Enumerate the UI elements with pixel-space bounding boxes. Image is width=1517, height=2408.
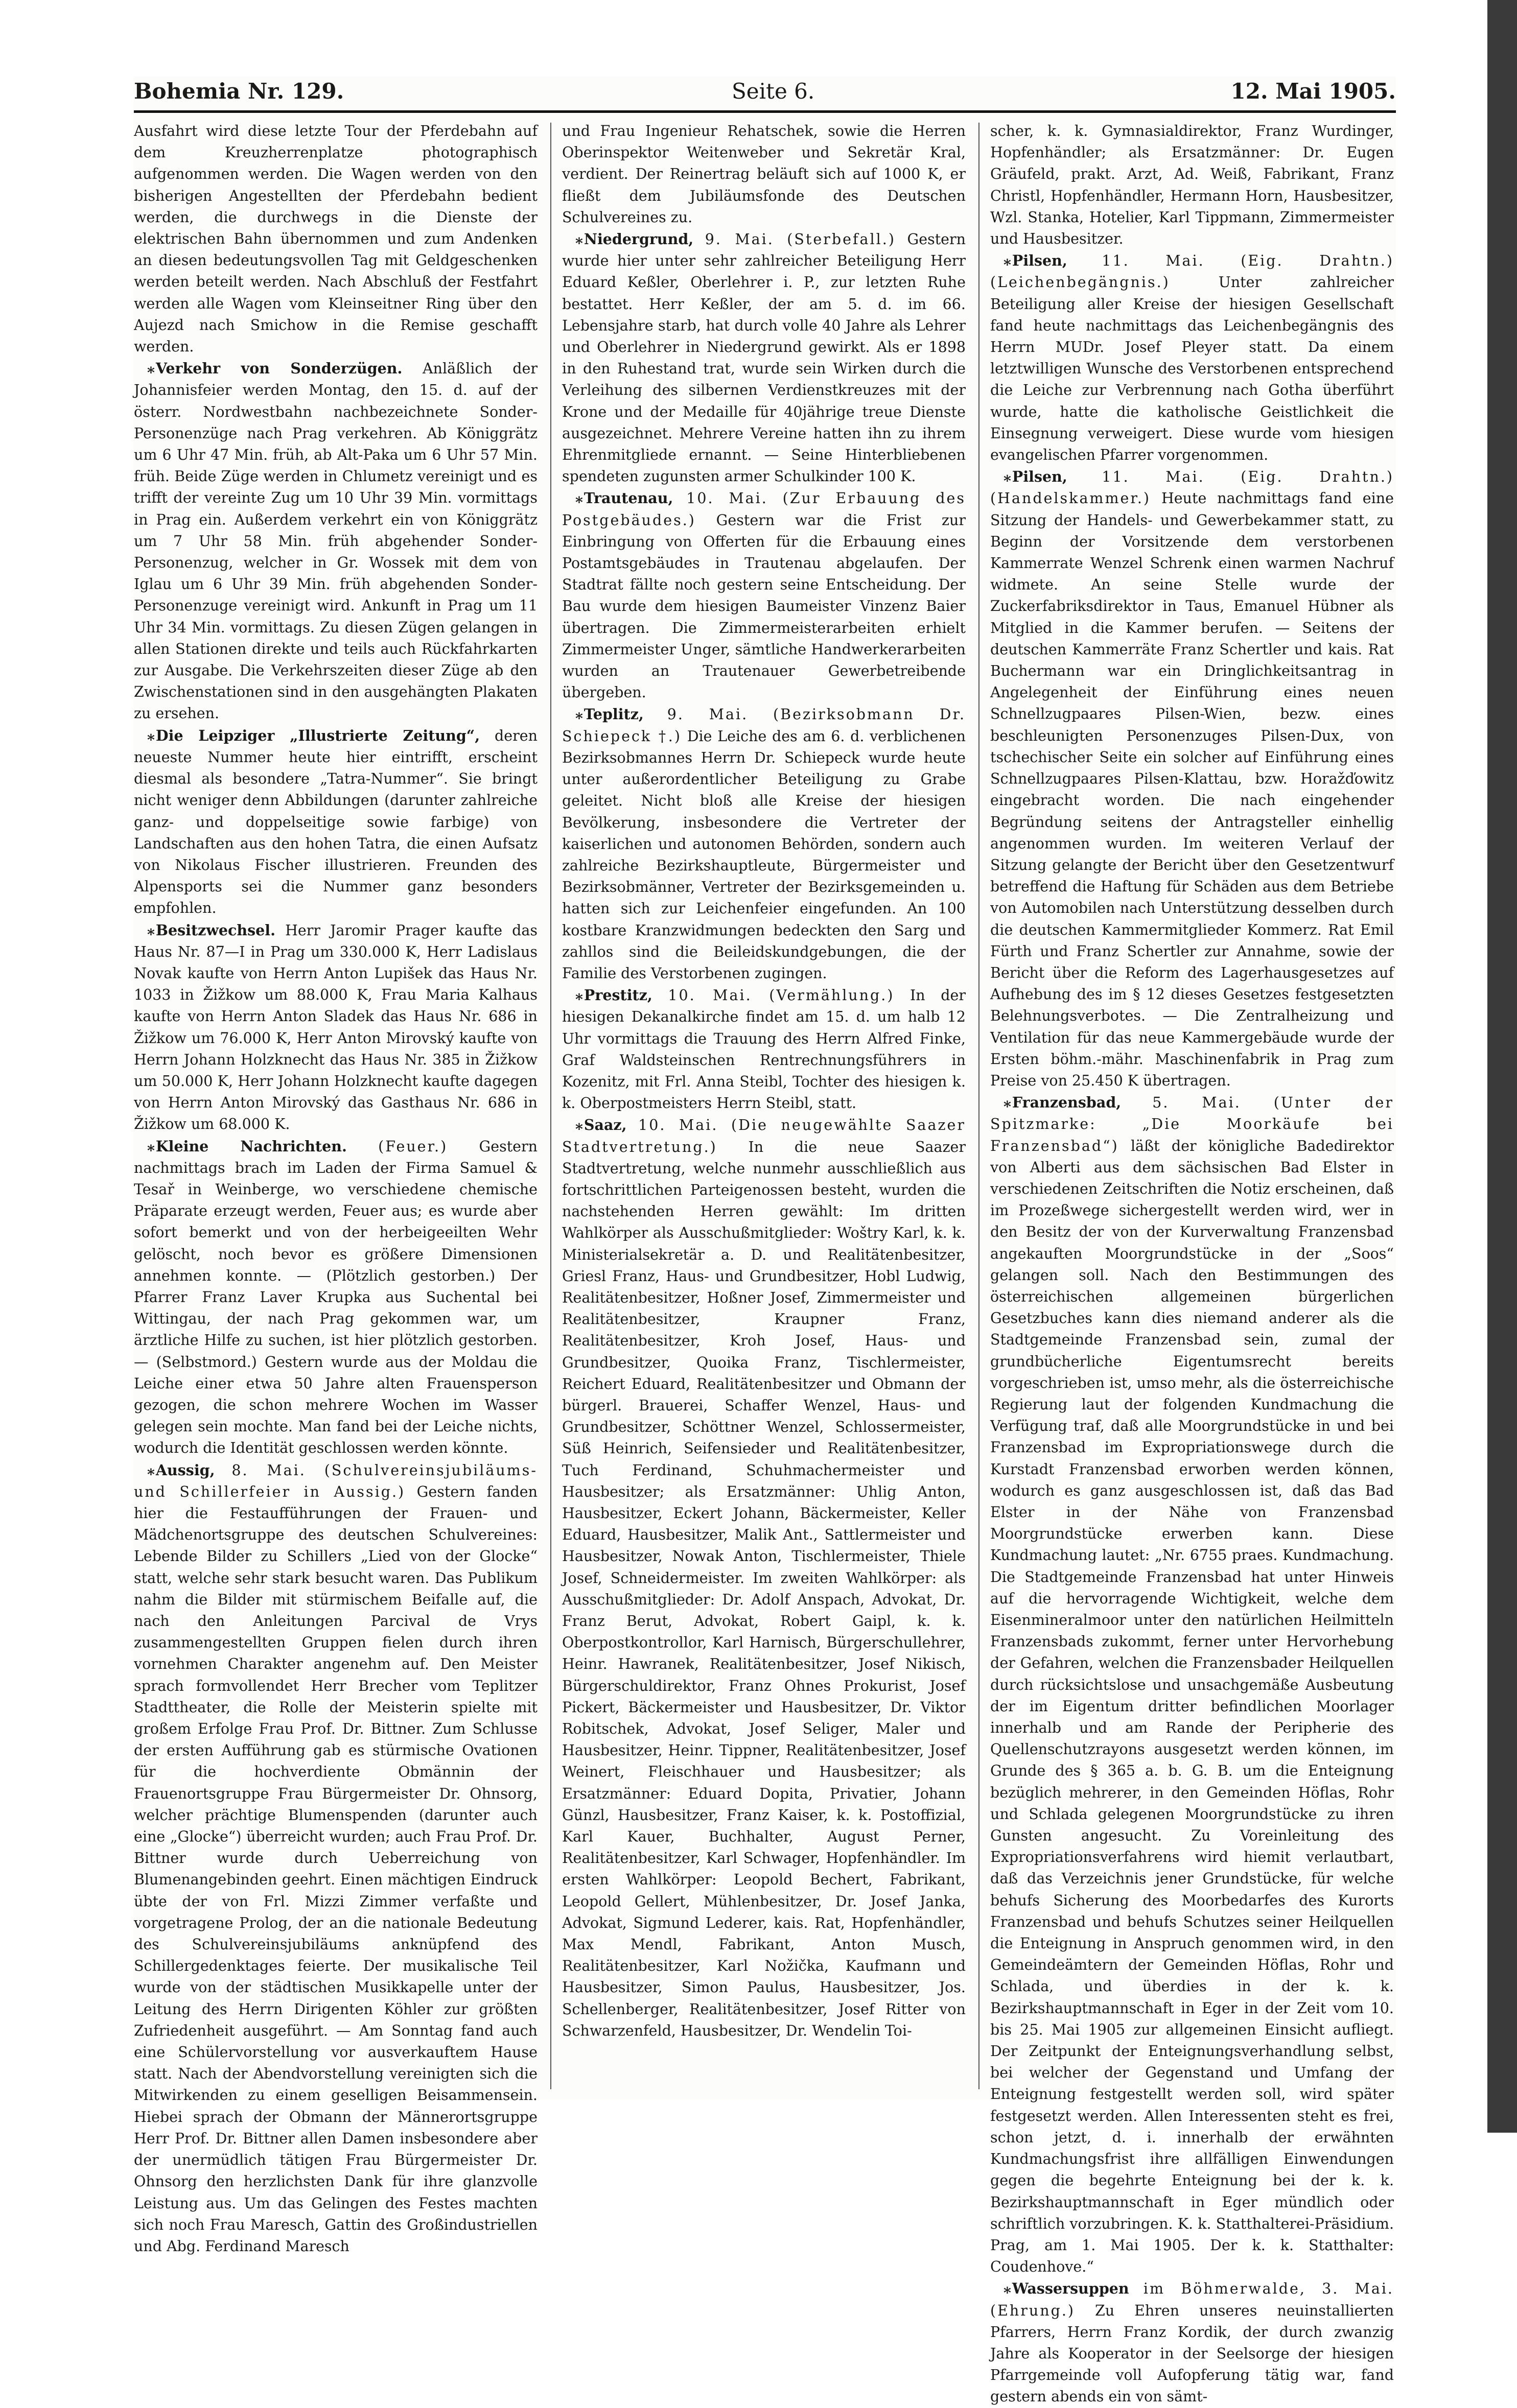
- section-bullet-icon: ⁎: [147, 726, 154, 744]
- article-headline: Franzensbad,: [1012, 1094, 1122, 1112]
- article-headline: Pilsen,: [1012, 252, 1067, 270]
- article-paragraph: [134, 1136, 538, 1459]
- article-body: Ausfahrt wird diese letzte Tour der Pferdebahn auf dem Kreuzherrenplatze photographisch aufgenommen werden. Die Wagen werden von den bisherigen Angestellten der Pferdebahn bedient werden, die durchwegs in die Dienste der elektrischen Bahn übernommen und zum Andenken an diesen bedeutungsvollen Tag mit Geldgeschenken werden beteilt werden. Nach Abschluß der Festfahrt werden alle Wagen vom Kleinseitner Ring über den Aujezd nach Smichow in die Remise geschafft werden.: [134, 123, 538, 356]
- article-continuation: [990, 121, 1394, 250]
- page-header: [134, 77, 1396, 108]
- article-body: Gestern wurde hier unter sehr zahlreicher Beteiligung Herr Eduard Keßler, Oberlehrer i. P., zur letzten Ruhe bestattet. Herr Keßler, der am 5. d. im 66. Lebensjahre starb, hat durch volle 40 Jahre als Lehrer und Oberlehrer in Niedergrund gewirkt. Als er 1898 in den Ruhestand trat, wurde sein Wirken durch die Verleihung des silbernen Verdienstkreuzes mit der Krone und der Medaille für 40jährige treue Dienste ausgezeichnet. Mehrere Vereine hatten ihn zu ihrem Ehrenmitgliede ernannt. — Seine Hinterbliebenen spendeten zugunsten armer Schulkinder 100 K.: [562, 231, 966, 485]
- article-dateline: 11. Mai. (Eig. Drahtn.) (Leichenbegängnis.): [990, 252, 1394, 291]
- article-headline: Kleine Nachrichten.: [155, 1137, 347, 1155]
- scan-edge: [1487, 0, 1517, 2133]
- section-bullet-icon: ⁎: [1003, 468, 1010, 486]
- article-dateline: 9. Mai. (Bezirksobmann Dr. Schiepeck †.): [562, 706, 966, 745]
- article-paragraph: [562, 228, 966, 487]
- article-body: Herr Jaromir Prager kaufte das Haus Nr. 87—I in Prag um 330.000 K, Herr Ladislaus Novak kaufte von Herrn Anton Lupišek das Haus Nr. 1033 in Žižkow um 88.000 K, Frau Maria Kalhaus kaufte von Herrn Anton Sladek das Haus Nr. 686 in Žižkow um 76.000 K, Herr Anton Mirovský kaufte von Herrn Johann Holzknecht das Haus Nr. 385 in Žižkow um 50.000 K, Herr Johann Holzknecht kaufte dagegen von Herrn Anton Mirovský das Gasthaus Nr. 686 in Žižkow um 68.000 K.: [134, 922, 538, 1133]
- column-1: [134, 121, 538, 2255]
- article-body: Gestern war die Frist zur Einbringung von Offerten für die Erbauung eines Postamtsgebäudes in Trautenau abgelaufen. Der Stadtrat fällte noch gestern seine Entscheidung. Der Bau wurde dem hiesigen Baumeister Vinzenz Baier übertragen. Die Zimmermeisterarbeiten erhielt Zimmermeister Unger, sämtliche Handwerkerarbeiten wurden an Trautenauer Gewerbetreibende übergeben.: [562, 511, 966, 701]
- article-dateline: im Böhmerwalde, 3. Mai. (Ehrung.): [990, 2280, 1394, 2319]
- article-paragraph: [990, 250, 1394, 466]
- article-headline: Verkehr von Sonderzügen.: [155, 360, 403, 377]
- section-bullet-icon: ⁎: [147, 1137, 154, 1155]
- column-3: [990, 121, 1394, 2405]
- article-body: und Frau Ingenieur Rehatschek, sowie die Herren Oberinspektor Weitenweber und Sekretär Kral, verdient. Der Reinertrag beläuft sich auf 1000 K, er fließt dem Jubiläumsfonde des Deutschen Schulvereines zu.: [562, 123, 966, 226]
- article-paragraph: [134, 919, 538, 1136]
- section-bullet-icon: ⁎: [575, 705, 582, 723]
- article-headline: Wassersuppen: [1012, 2280, 1129, 2298]
- article-dateline: 5. Mai. (Unter der Spitzmarke: „Die Moorkäufe bei Franzensbad“): [990, 1094, 1394, 1154]
- newspaper-page: [134, 77, 1396, 2405]
- article-paragraph: [562, 487, 966, 703]
- article-body: In die neue Saazer Stadtvertretung, welche nunmehr ausschließlich aus fortschrittlichen Parteigenossen besteht, wurden die nachstehenden Herren gewählt: Im dritten Wahlkörper als Ausschußmitglieder: Woštry Karl, k. k. Ministerialsekretär a. D. und Realitätenbesitzer, Griesl Franz, Haus- und Grundbesitzer, Hobl Ludwig, Realitätenbesitzer, Hoßner Josef, Zimmermeister und Realitätenbesitzer, Kraupner Franz, Realitätenbesitzer, Kroh Josef, Haus- und Grundbesitzer, Quoika Franz, Tischlermeister, Reichert Eduard, Realitätenbesitzer und Obmann der bürgerl. Brauerei, Schaffer Wenzel, Haus- und Grundbesitzer, Schöttner Wenzel, Schlossermeister, Süß Heinrich, Seifensieder und Realitätenbesitzer, Tuch Ferdinand, Schuhmachermeister und Hausbesitzer; als Ersatzmänner: Uhlig Anton, Hausbesitzer, Eckert Johann, Bäckermeister, Keller Eduard, Hausbesitzer, Malik Ant., Sattlermeister und Hausbesitzer, Nowak Anton, Tischlermeister, Thiele Josef, Schneidermeister. Im zweiten Wahlkörper: als Ausschußmitglieder: Dr. Adolf Anspach, Advokat, Dr. Franz Berut, Advokat, Robert Gaipl, k. k. Oberpostkontrollor, Karl Harnisch, Bürgerschullehrer, Heinr. Hawranek, Realitätenbesitzer, Josef Nikisch, Bürgerschuldirektor, Franz Ohnes Prokurist, Josef Pickert, Bäckermeister und Hausbesitzer, Dr. Viktor Robitschek, Advokat, Josef Seliger, Maler und Hausbesitzer, Heinr. Tippner, Realitätenbesitzer, Josef Weinert, Fleischhauer und Hausbesitzer; als Ersatzmänner: Eduard Dopita, Privatier, Johann Günzl, Hausbesitzer, Franz Kaiser, k. k. Postoffizial, Karl Kauer, Buchhalter, August Perner, Realitätenbesitzer, Karl Schwager, Hopfenhändler. Im ersten Wahlkörper: Leopold Bechert, Fabrikant, Leopold Gellert, Mühlenbesitzer, Dr. Josef Janka, Advokat, Sigmund Lederer, kais. Rat, Hopfenhändler, Max Mendl, Fabrikant, Anton Musch, Realitätenbesitzer, Karl Nožička, Kaufmann und Hausbesitzer, Simon Paulus, Hausbesitzer, Jos. Schellenberger, Realitätenbesitzer, Josef Ritter von Schwarzenfeld, Hausbesitzer, Dr. Wendelin Toi-: [562, 1138, 966, 2039]
- article-headline: Niedergrund,: [584, 230, 694, 248]
- article-paragraph: [134, 358, 538, 724]
- article-body: Zu Ehren unseres neuinstallierten Pfarrers, Herrn Franz Kordik, der durch zwanzig Jahre als Kooperator in der Seelsorge der hiesigen Pfarrgemeinde voll Aufopferung tätig war, fand gestern abends ein von sämt-: [990, 2302, 1394, 2405]
- article-dateline: 9. Mai. (Sterbefall.): [705, 231, 896, 248]
- article-headline: Prestitz,: [584, 986, 652, 1004]
- article-dateline: (Feuer.): [378, 1138, 448, 1155]
- article-paragraph: [990, 2278, 1394, 2407]
- article-body: deren neueste Nummer heute hier eintrifft, erscheint diesmal als besondere „Tatra-Nummer“. Sie bringt nicht weniger denn Abbildungen (darunter zahlreiche ganz- und doppelseitige sowie farbige) von Landschaften aus den hohen Tatra, die einen Aufsatz von Nikolaus Fischer illustrieren. Freunden des Alpensports sei die Nummer ganz besonders empfohlen.: [134, 727, 538, 917]
- article-paragraph: [562, 1114, 966, 2042]
- article-body: Unter zahlreicher Beteiligung aller Kreise der hiesigen Gesellschaft fand heute nachmittags das Leichenbegängnis des Herrn MUDr. Josef Pleyer statt. Da einem letztwilligen Wunsche des Verstorbenen entsprechend die Leiche zur Verbrennung nach Gotha überführt wurde, hatte die katholische Geistlichkeit die Einsegnung verweigert. Diese wurde vom hiesigen evangelischen Pfarrer vorgenommen.: [990, 274, 1394, 464]
- article-dateline: 11. Mai. (Eig. Drahtn.) (Handelskammer.): [990, 468, 1394, 507]
- section-bullet-icon: ⁎: [147, 360, 154, 377]
- header-date: 12. Mai 1905.: [1230, 79, 1396, 104]
- article-dateline: 10. Mai. (Vermählung.): [668, 987, 895, 1004]
- article-headline: Pilsen,: [1012, 468, 1067, 486]
- article-paragraph: [562, 984, 966, 1114]
- article-dateline: 10. Mai. (Die neugewählte Saazer Stadtvertretung.): [562, 1117, 966, 1155]
- article-body: Anläßlich der Johannisfeier werden Montag, den 15. d. auf der österr. Nordwestbahn nachbezeichnete Sonder-Personenzüge nach Prag verkehren. Ab Königgrätz um 6 Uhr 47 Min. früh, ab Alt-Paka um 6 Uhr 57 Min. früh. Beide Züge werden in Chlumetz vereinigt und es trifft der vereinte Zug um 10 Uhr 39 Min. vormittags in Prag ein. Außerdem verkehrt ein von Königgrätz um 7 Uhr 58 Min. früh abgehender Sonder-Personenzug, welcher in Gr. Wossek mit dem von Iglau um 6 Uhr 39 Min. früh abgehenden Sonder-Personenzuge vereinigt wird. Ankunft in Prag um 11 Uhr 34 Min. vormittags. Zu diesen Zügen gelangen in allen Stationen direkte und teils auch Rückfahrkarten zur Ausgabe. Die Verkehrszeiten dieser Züge ab den Zwischenstationen sind in den ausgehängten Plakaten zu ersehen.: [134, 360, 538, 722]
- section-bullet-icon: ⁎: [575, 489, 582, 507]
- article-body: In der hiesigen Dekanalkirche findet am 15. d. um halb 12 Uhr vormittags die Trauung des Herrn Alfred Finke, Graf Waldsteinschen Rentrechnungsführers in Kozenitz, mit Frl. Anna Steibl, Tochter des hiesigen k. k. Oberpostmeisters Herrn Steibl, statt.: [562, 987, 966, 1112]
- section-bullet-icon: ⁎: [575, 230, 582, 248]
- article-headline: Besitzwechsel.: [155, 921, 276, 939]
- article-paragraph: [990, 466, 1394, 1092]
- column-divider: [978, 123, 979, 2089]
- article-paragraph: [990, 1092, 1394, 2278]
- header-page-number: Seite 6.: [732, 79, 815, 104]
- section-bullet-icon: ⁎: [147, 921, 154, 939]
- column-divider: [550, 123, 551, 2089]
- article-continuation: [134, 121, 538, 358]
- article-body: Die Leiche des am 6. d. verblichenen Bezirksobmannes Herrn Dr. Schiepeck wurde heute unter außerordentlicher Beteiligung zu Grabe geleitet. Nicht bloß alle Kreise der hiesigen Bevölkerung, insbesondere die Vertreter der kaiserlichen und autonomen Behörden, sondern auch zahlreiche Bezirkshauptleute, Bürgermeister und Bezirksobmänner, Vertreter der Bezirksgemeinden u. hatten sich zur Leichenfeier eingefunden. An 100 kostbare Kranzwidmungen bedeckten den Sarg und zahllos sind die Beileidskundgebungen, die der Familie des Verstorbenen zugingen.: [562, 727, 966, 982]
- article-headline: Die Leipziger „Illustrierte Zeitung“,: [155, 726, 480, 744]
- article-body: Gestern nachmittags brach im Laden der Firma Samuel & Tesař in Weinberge, wo verschiedene chemische Präparate erzeugt werden, Feuer aus; es wurde aber sofort bemerkt und von der herbeigeeilten Wehr gelöscht, noch bevor es größere Dimensionen annehmen konnte. — (Plötzlich gestorben.) Der Pfarrer Franz Laver Krupka aus Suchental bei Wittingau, der nach Prag gekommen war, um ärztliche Hilfe zu suchen, ist hier plötzlich gestorben. — (Selbstmord.) Gestern wurde aus der Moldau die Leiche einer etwa 50 Jahre alten Frauensperson gezogen, die schon mehrere Wochen im Wasser gelegen sein mochte. Man fand bei der Leiche nichts, wodurch die Identität geschlossen werden könnte.: [134, 1138, 538, 1457]
- header-masthead: Bohemia Nr. 129.: [134, 79, 344, 104]
- article-paragraph: [134, 1459, 538, 2258]
- column-2: [562, 121, 966, 2092]
- section-bullet-icon: ⁎: [1003, 2280, 1010, 2298]
- article-body: Gestern fanden hier die Festaufführungen der Frauen- und Mädchenortsgruppe des deutschen Schulvereines: Lebende Bilder zu Schillers „Lied von der Glocke“ statt, welche sehr stark besucht waren. Das Publikum nahm die Bilder mit stürmischem Beifalle auf, die nach den Anleitungen Parcival de Vrys zusammengestellten Gruppen fielen durch ihren vornehmen Charakter angenehm auf. Den Meister sprach formvollendet Herr Brecher vom Teplitzer Stadttheater, die Rolle der Meisterin spielte mit großem Erfolge Frau Prof. Dr. Bittner. Zum Schlusse der ersten Aufführung gab es stürmische Ovationen für die hochverdiente Obmännin der Frauenortsgruppe Frau Bürgermeister Dr. Ohnsorg, welcher prächtige Blumenspenden (darunter auch eine „Glocke“) überreicht wurden; auch Frau Prof. Dr. Bittner wurde durch Ueberreichung von Blumenangebinden geehrt. Einen mächtigen Eindruck übte der von Frl. Mizzi Zimmer verfaßte und vorgetragene Prolog, der an die nationale Bedeutung des Schulvereinsjubiläums anknüpfend des Schillergedenktages feierte. Der musikalische Teil wurde von der städtischen Musikkapelle unter der Leitung des Herrn Dirigenten Köhler zur größten Zufriedenheit ausgeführt. — Am Sonntag fand auch eine Schülervorstellung vor ausverkauftem Hause statt. Nach der Abendvorstellung vereinigten sich die Mitwirkenden zu einem geselligen Beisammensein. Hiebei sprach der Obmann der Männerortsgruppe Herr Prof. Dr. Bittner allen Damen insbesondere aber der unermüdlich tätigen Frau Bürgermeister Dr. Ohnsorg den herzlichsten Dank für ihre glanzvolle Leistung aus. Um das Gelingen des Festes machten sich noch Frau Maresch, Gattin des Großindustriellen und Abg. Ferdinand Maresch: [134, 1483, 538, 2255]
- article-headline: Trautenau,: [584, 489, 673, 507]
- section-bullet-icon: ⁎: [575, 1116, 582, 1134]
- article-dateline: 10. Mai. (Zur Erbauung des Postgebäudes.): [562, 490, 966, 529]
- section-bullet-icon: ⁎: [575, 986, 582, 1004]
- article-headline: Aussig,: [155, 1461, 215, 1479]
- article-paragraph: [134, 725, 538, 919]
- article-body: scher, k. k. Gymnasialdirektor, Franz Wurdinger, Hopfenhändler; als Ersatzmänner: Dr. Eugen Gräufeld, prakt. Arzt, Ad. Weiß, Fabrikant, Franz Christl, Hopfenhändler, Hermann Horn, Hausbesitzer, Wzl. Stanka, Hotelier, Karl Tippmann, Zimmermeister und Hausbesitzer.: [990, 123, 1394, 248]
- section-bullet-icon: ⁎: [147, 1461, 154, 1479]
- article-body: läßt der königliche Badedirektor von Alberti aus dem sächsischen Bad Elster in verschiedenen Zeitschriften die Notiz erscheinen, daß im Prozeßwege sichergestellt werden wird, wer in den Besitz der von der Kurverwaltung Franzensbad angekauften Moorgrundstücke in der „Soos“ gelangen soll. Nach den Bestimmungen des österreichischen allgemeinen bürgerlichen Gesetzbuches kann dies niemand anderer als die Stadtgemeinde Franzensbad sein, zumal der grundbücherliche Eigentumsrecht bereits vorgeschrieben ist, umso mehr, als die österreichische Regierung laut der folgenden Kundmachung die Verfügung traf, daß alle Moorgrundstücke in und bei Franzensbad im Expropriationswege durch die Kurstadt Franzensbad erworben werden können, wodurch es ganz ausgeschlossen ist, daß das Bad Elster in der Nähe von Franzensbad Moorgrundstücke erwerben kann. Diese Kundmachung lautet: „Nr. 6755 praes. Kundmachung. Die Stadtgemeinde Franzensbad hat unter Hinweis auf die hervorragende Wichtigkeit, welche dem Eisenmineralmoor unter den natürlichen Heilmitteln Franzensbads zukommt, ferner unter Hervorhebung der Gefahren, welchen die Franzensbader Heilquellen durch rücksichtslose und unsachgemäße Ausbeutung der im Eigentum dritter befindlichen Moorlager innerhalb und am Rande der Peripherie des Quellenschutzrayons ausgesetzt werden können, im Grunde des § 365 a. b. G. B. um die Enteignung bezüglich mehrerer, in den Gemeinden Höflas, Rohr und Schlada gelegenen Moorgrundstücke zu ihren Gunsten angesucht. Zu Voreinleitung des Expropriationsverfahrens wird hiemit verlautbart, daß das Verzeichnis jener Grundstücke, für welche behufs Sicherung des Moorbedarfes des Kurorts Franzensbad und behufs Schutzes seiner Heilquellen die Enteignung in Anspruch genommen wird, in den Gemeindeämtern der Gemeinden Höflas, Rohr und Schlada, und überdies in der k. k. Bezirkshauptmannschaft in Eger in der Zeit vom 10. bis 25. Mai 1905 zur allgemeinen Einsicht aufliegt. Der Zeitpunkt der Enteignungsverhandlung selbst, bei welcher der Gegenstand und Umfang der Enteignung festgestellt werden soll, wird später festgesetzt werden. Allen Interessenten steht es frei, schon jetzt, d. i. innerhalb der erwähnten Kundmachungsfrist ihre allfälligen Einwendungen gegen die begehrte Enteignung bei der k. k. Bezirkshauptmannschaft in Eger mündlich oder schriftlich vorzubringen. K. k. Statthalterei-Präsidium. Prag, am 1. Mai 1905. Der k. k. Statthalter: Coudenhove.“: [990, 1137, 1394, 2276]
- article-headline: Teplitz,: [584, 705, 644, 723]
- article-dateline: 8. Mai. (Schulvereinsjubiläums- und Schillerfeier in Aussig.): [134, 1461, 538, 1500]
- article-paragraph: [562, 703, 966, 984]
- article-body: Heute nachmittags fand eine Sitzung der Handels- und Gewerbekammer statt, zu Beginn der Vorsitzende dem verstorbenen Kammerrate Wenzel Schrenk einen warmen Nachruf widmete. An seine Stelle wurde der Zuckerfabriksdirektor in Taus, Emanuel Hübner als Mitglied in die Kammer berufen. — Seitens der deutschen Kammerräte Franz Schertler und kais. Rat Buchermann war ein Dringlichkeitsantrag in Angelegenheit der Einführung eines neuen Schnellzugpaares Pilsen-Wien, bezw. eines beschleunigten Personenzuges Pilsen-Dux, von tschechischer Seite ein solcher auf Einführung eines Schnellzugpaares Pilsen-Klattau, bzw. Horažďowitz eingebracht worden. Die nach eingehender Begründung seitens der Antragsteller einhellig angenommen wurden. Im weiteren Verlauf der Sitzung gelangte der Bericht über den Gesetzentwurf betreffend die Haftung für Schäden aus dem Betriebe von Automobilen nach Unterstützung desselben durch die deutschen Kammermitglieder Kommerz. Rat Emil Fürth und Franz Schertler zur Annahme, sowie der Bericht über die Reform des Lagerhausgesetzes auf Aufhebung des im § 12 dieses Gesetzes festgesetzten Belehnungsverbotes. — Die Zentralheizung und Ventilation für das neue Kammergebäude wurde der Ersten böhm.-mähr. Maschinenfabrik in Prag zum Preise von 25.450 K übertragen.: [990, 490, 1394, 1089]
- article-continuation: [562, 121, 966, 228]
- article-headline: Saaz,: [584, 1116, 627, 1134]
- section-bullet-icon: ⁎: [1003, 252, 1010, 270]
- header-rule: [134, 110, 1396, 113]
- section-bullet-icon: ⁎: [1003, 1094, 1010, 1112]
